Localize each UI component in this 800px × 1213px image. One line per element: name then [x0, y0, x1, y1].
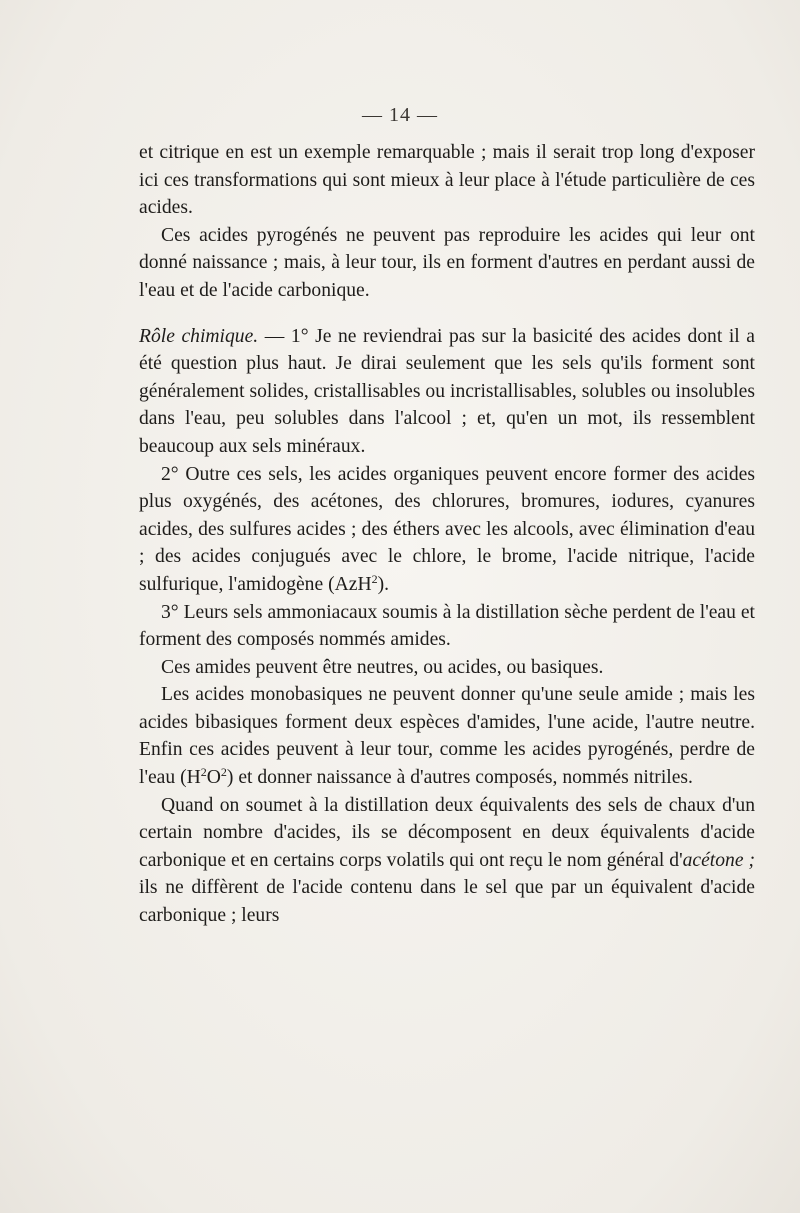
paragraph: [139, 599, 755, 654]
formula-superscript: 2: [220, 765, 227, 780]
paragraph: [139, 461, 755, 599]
italic-term: acétone ;: [682, 849, 755, 871]
paragraph-text: 2° Outre ces sels, les acides organiques peuvent encore former des acides plus oxygénés, des acétones, des chlorures, bromures, iodures, cyanures acides, des sulfures acides ; des éthers avec les alcools, avec élimination d'eau ; des acides conjugués avec le chlore, le brome, l'acide nitrique, l'acide sulfurique, l'amidogène: [139, 463, 755, 595]
formula-part: (AzH: [328, 573, 372, 595]
paragraph-text: Ces acides pyrogénés ne peuvent pas reproduire les acides qui leur ont donné naissance ; mais, à leur tour, ils en forment d'autres en perdant aussi de l'eau et de l'acide carbonique.: [139, 224, 755, 301]
section-heading: Rôle chimique.: [139, 325, 259, 347]
paragraph: [139, 681, 755, 791]
page-number: — 14 —: [362, 104, 438, 126]
paragraph-text: ) et donner naissance à d'autres composés, nommés nitriles.: [226, 767, 693, 789]
formula-superscript: 2: [200, 765, 207, 780]
paragraph: [139, 792, 755, 930]
paragraph: [139, 139, 755, 222]
section-paragraph: [139, 323, 755, 461]
paragraph-text: Quand on soumet à la distillation deux équivalents des sels de chaux d'un certain nombre d'acides, ils se décomposent en deux équivalents d'acide carbonique et en certains corps volatils qui ont reçu le nom général d': [139, 794, 755, 871]
paragraph-text: ils ne diffèrent de l'acide contenu dans le sel que par un équivalent d'acide carbonique ; leurs: [139, 877, 755, 927]
paragraph-text: Les acides monobasiques ne peuvent donner qu'une seule amide ; mais les acides bibasiques forment deux espèces d'amides, l'une acide, l'autre neutre. Enfin ces acides peuvent à leur tour, comme les acides pyrogénés, perdre de l'eau (H: [139, 684, 755, 789]
paragraph: [139, 654, 755, 682]
paragraph-text: et citrique en est un exemple remarquable ; mais il serait trop long d'exposer ici ces transformations qui sont mieux à leur place à l'étude particulière de ces acides.: [139, 142, 755, 219]
formula-part: ).: [377, 573, 390, 595]
paragraph-text: Ces amides peuvent être neutres, ou acides, ou basiques.: [161, 656, 604, 678]
body-text: [139, 139, 755, 930]
paragraph-text: — 1° Je ne reviendrai pas sur la basicité des acides dont il a été question plus haut. Je dirai seulement que les sels qu'ils forment sont généralement solides, cristallisables ou incristallisables, solubles ou insolubles dans l'eau, peu solubles dans l'alcool ; et, qu'en un mot, ils ressemblent beaucoup aux sels minéraux.: [139, 325, 755, 457]
formula-superscript: 2: [371, 571, 378, 586]
formula-part: O: [206, 767, 221, 789]
chemical-formula: [328, 571, 390, 595]
paragraph: [139, 222, 755, 305]
paragraph-text: 3° Leurs sels ammoniacaux soumis à la distillation sèche perdent de l'eau et forment des composés nommés amides.: [139, 601, 755, 651]
